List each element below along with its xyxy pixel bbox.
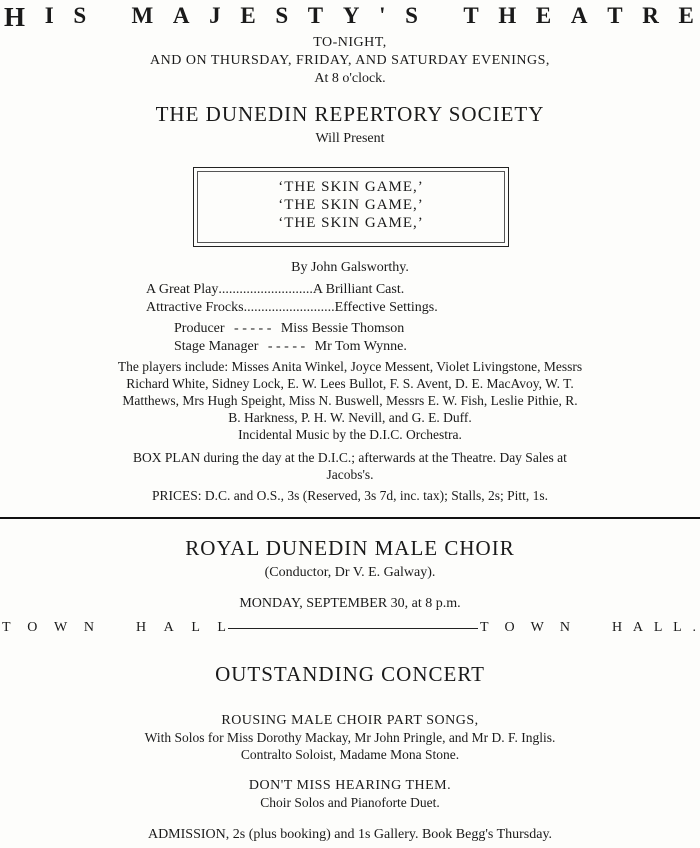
header-letter: E [240, 3, 256, 28]
will-present: Will Present [315, 131, 385, 146]
play-title-box [193, 167, 509, 247]
tonight-line: TO-NIGHT, [313, 35, 387, 50]
duet-line: Choir Solos and Pianoforte Duet. [260, 795, 440, 810]
play-title: ‘THE SKIN GAME,’ [278, 215, 424, 231]
prices-line: PRICES: D.C. and O.S., 3s (Reserved, 3s 7d, inc. tax); Stalls, 2s; Pitt, 1s. [151, 488, 548, 503]
town-hall-banner: T O W N H A L L T O W N H A L L . [2, 620, 696, 635]
header-letter: A [172, 3, 190, 28]
credit-row: Stage Manager - - - - - Mr Tom Wynne. [174, 339, 407, 354]
header-letter: Y [342, 3, 360, 28]
solos-line: With Solos for Miss Dorothy Mackay, Mr John Pringle, and Mr D. F. Inglis. [144, 730, 556, 745]
society-name: THE DUNEDIN REPERTORY SOCIETY [155, 102, 545, 126]
header-letter: T [607, 3, 623, 28]
admission-line: ADMISSION, 2s (plus booking) and 1s Gallery. Book Begg's Thursday. [147, 827, 553, 842]
players-line: The players include: Misses Anita Winkel, Joyce Messent, Violet Livingstone, Messrs [117, 359, 583, 374]
header-letter: T [307, 3, 324, 28]
header-letter: R [642, 3, 659, 28]
header-letter: T [463, 3, 479, 28]
header-letter: S [405, 3, 418, 28]
header-letter: S [73, 3, 87, 28]
players-line: Matthews, Mrs Hugh Speight, Miss N. Buswell, Messrs E. W. Fish, Leslie Pithie, R. [122, 393, 578, 408]
theatre-header [4, 4, 694, 31]
header-letter: H [4, 2, 26, 32]
credit-role: Producer [174, 321, 225, 336]
header-letter: S [275, 3, 289, 28]
box-plan-line: BOX PLAN during the day at the D.I.C.; afterwards at the Theatre. Day Sales at [133, 450, 567, 465]
box-plan-line: Jacobs's. [326, 467, 374, 482]
credit-name: Miss Bessie Thomson [280, 321, 405, 336]
play-title: ‘THE SKIN GAME,’ [278, 179, 424, 195]
concert-heading: OUTSTANDING CONCERT [215, 662, 485, 686]
players-line: Richard White, Sidney Lock, E. W. Lees Bullot, F. S. Avent, D. E. MacAvoy, W. T. [126, 376, 574, 391]
choir-conductor: (Conductor, Dr V. E. Galway). [264, 565, 436, 580]
dont-miss-line: DON'T MISS HEARING THEM. [248, 778, 452, 793]
credit-role: Stage Manager [174, 339, 259, 354]
play-title: ‘THE SKIN GAME,’ [278, 197, 424, 213]
feature-row: Attractive Frocks..........................Effective Settings. [146, 300, 438, 315]
header-letter: H [498, 3, 517, 28]
credit-row: Producer - - - - - Miss Bessie Thomson [174, 321, 405, 336]
header-letter: M [131, 3, 154, 28]
concert-date: MONDAY, SEPTEMBER 30, at 8 p.m. [239, 596, 461, 611]
header-letter: J [209, 3, 221, 28]
players-line: B. Harkness, P. H. W. Nevill, and G. E. Duff. [228, 410, 472, 425]
header-letter: ' [379, 3, 386, 28]
time-line: At 8 o'clock. [314, 71, 386, 86]
header-letter: A [570, 3, 588, 28]
songs-line: ROUSING MALE CHOIR PART SONGS, [221, 713, 479, 728]
music-line: Incidental Music by the D.I.C. Orchestra. [238, 427, 462, 442]
banner-rule [228, 628, 478, 629]
header-letter: E [678, 3, 694, 28]
contralto-line: Contralto Soloist, Madame Mona Stone. [240, 747, 460, 762]
feature-row: A Great Play...........................A Brilliant Cast. [146, 282, 405, 297]
header-letter: I [44, 3, 54, 28]
evenings-line: AND ON THURSDAY, FRIDAY, AND SATURDAY EVENINGS, [150, 53, 550, 68]
choir-name: ROYAL DUNEDIN MALE CHOIR [185, 536, 515, 560]
header-letter: E [535, 3, 552, 28]
section-divider [0, 517, 700, 519]
play-author: By John Galsworthy. [291, 260, 409, 275]
credit-name: Mr Tom Wynne. [314, 339, 407, 354]
